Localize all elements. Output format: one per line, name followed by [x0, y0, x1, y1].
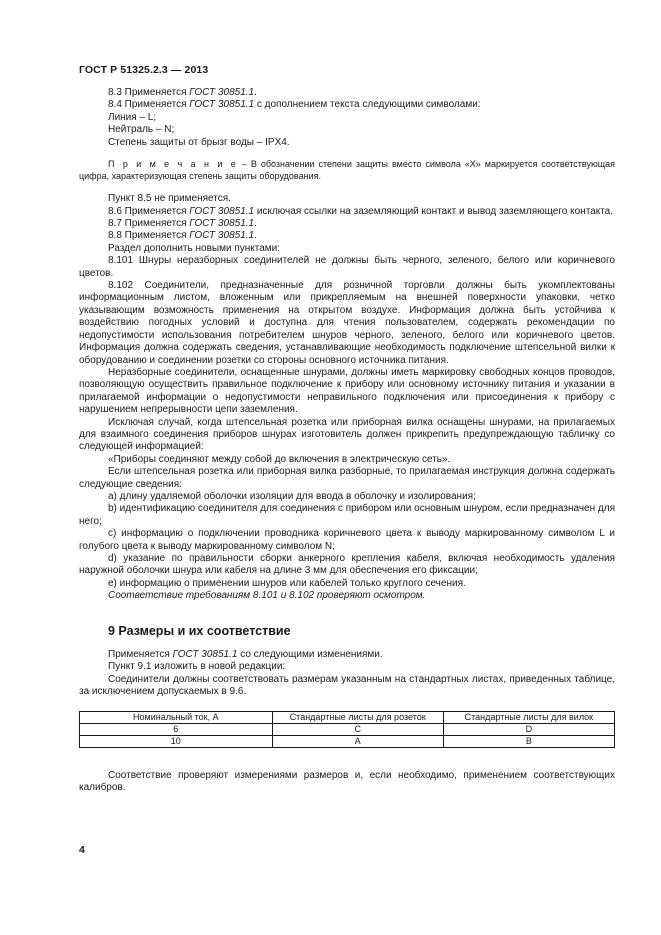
symbol-neutral: Нейтраль – N;: [108, 124, 175, 136]
paragraph-marking: Неразборные соединители, оснащенные шнурами, должны иметь маркировку свободных концов проводов, позволяющую осуществить правильное подключение к прибору или основному источнику питания и указании в прилагаемой информации о недопустимости неправильного подключения или присоединения к прибору с нарушением непрерывности цепи заземления.: [79, 366, 615, 416]
list-item-b: b) идентификацию соединителя для соединения с прибором или основным шнуром, если предназначен для него;: [79, 503, 615, 527]
note: [79, 159, 615, 182]
symbol-ipx4: Степень защиты от брызг воды – IPX4.: [108, 136, 290, 148]
clause-text: 8.7 Применяется: [108, 218, 190, 230]
clause-9-1-text: Соединители должны соответствовать размерам указанным на стандартных листах, приведенных таблице, за исключением допускаемых в 9.6.: [79, 673, 615, 698]
section-9-intro: [79, 649, 615, 661]
table-row: [80, 723, 615, 735]
table-header-cell: Стандартные листы для розеток: [272, 711, 443, 723]
section-addition-intro: Раздел дополнить новыми пунктами:: [108, 242, 281, 254]
standard-reference: ГОСТ 30851.1: [189, 99, 255, 111]
standard-sheets-table: [79, 711, 615, 748]
paragraph-warning-label: Исключая случай, когда штепсельная розетка или приборная вилка оснащены шнурами, на прилагаемых для взаимного соединения приборов шнурах изготовитель должен прикрепить предупреждающую табличку со следующей информацией:: [79, 416, 615, 453]
standard-reference: ГОСТ 30851.1: [189, 218, 255, 230]
clause-text: 8.6 Применяется: [108, 205, 190, 217]
table-cell: A: [272, 735, 443, 747]
document-header: ГОСТ Р 51325.2.3 — 2013: [79, 64, 209, 76]
clause-text: .: [254, 230, 257, 242]
section-9-compliance: Соответствие проверяют измерениями размеров и, если необходимо, применением соответствующих калибров.: [79, 769, 615, 794]
list-item-a: а) длину удаляемой оболочки изоляции для ввода в оболочку и изолирования;: [108, 490, 476, 502]
list-item-d: d) указание по правильности сборки анкерного крепления кабеля, включая необходимость удаления наружной оболочки шнура или кабеля на длине 3 мм для обеспечения его фиксации;: [79, 553, 615, 577]
table-header-cell: Стандартные листы для вилок: [443, 711, 614, 723]
clause-8-101: 8.101 Шнуры неразборных соединителей не должны быть черного, зеленого, белого или коричневого цветов.: [79, 255, 615, 279]
table-cell: D: [443, 723, 614, 735]
note-label: П р и м е ч а н и е: [108, 159, 238, 170]
clause-8-102: 8.102 Соединители, предназначенные для розничной торговли должны быть укомплектованы информационным листом, вложенным или прикрепляемым на внешней поверхности упаковки, четко указывающим возможность применения на открытом воздухе. Информация должна быть устойчива к воздействию погодных условий и доступна для чтения пользователем, содержать рекомендации по недопустимости использования потребителем шнуров черного, зеленого, белого или коричневого цветов. Информация должна содержать сведения, устанавливающие необходимость подключение штепсельной вилки к оборудованию и соединении розетки со стороны основного источника питания.: [79, 280, 615, 366]
standard-reference: ГОСТ 30851.1: [189, 205, 255, 217]
table-header-cell: Номинальный ток, А: [80, 711, 273, 723]
clause-8-3: [79, 87, 615, 99]
clause-text: исключая ссылки на заземляющий контакт и вывод заземляющего контакта.: [254, 205, 614, 217]
paragraph-instructions: Если штепсельная розетка или приборная вилка разборные, то прилагаемая инструкция должна содержать следующие сведения:: [79, 466, 615, 490]
clause-8-6: [79, 206, 615, 218]
compliance-statement: Соответствие требованиям 8.101 и 8.102 проверяют осмотром.: [108, 590, 426, 602]
clause-8-4: [79, 99, 615, 111]
table-cell: 6: [80, 723, 273, 735]
table-header-row: [80, 711, 615, 723]
clause-text: .: [254, 218, 257, 230]
warning-quote: «Приборы соединяют между собой до включения в электрическую сеть».: [108, 453, 451, 465]
clause-text: со следующими изменениями.: [237, 649, 383, 661]
table-row: [80, 735, 615, 747]
document-body: [79, 87, 615, 794]
standard-reference: ГОСТ 30851.1: [189, 230, 255, 242]
clause-8-7: [79, 218, 615, 230]
clause-text: с дополнением текста следующими символами:: [254, 99, 481, 111]
table-cell: B: [443, 735, 614, 747]
clause-text: Применяется: [108, 649, 173, 661]
clause-8-5: Пункт 8.5 не применяется.: [108, 193, 231, 205]
clause-text: 8.3 Применяется: [108, 87, 190, 98]
page-number: 4: [79, 844, 85, 856]
section-9-heading: 9 Размеры и их соответствие: [108, 623, 291, 638]
standard-reference: ГОСТ 30851.1: [172, 649, 238, 661]
clause-text: 8.4 Применяется: [108, 99, 190, 111]
list-item-c: с) информацию о подключении проводника коричневого цвета к выводу маркированному символом L и голубого цвета к выводу маркированному символом N;: [79, 528, 615, 552]
clause-9-1-note: Пункт 9.1 изложить в новой редакции:: [108, 661, 286, 673]
clause-8-8: [79, 230, 615, 242]
clause-text: .: [254, 87, 257, 98]
clause-text: 8.8 Применяется: [108, 230, 190, 242]
standard-reference: ГОСТ 30851.1: [189, 87, 255, 98]
table-cell: C: [272, 723, 443, 735]
table-cell: 10: [80, 735, 273, 747]
note-text: – В обозначении степени защиты вместо символа «Х» маркируется соответствующая цифра, характеризующая степень защиты оборудования.: [79, 159, 615, 181]
symbol-line: Линия – L;: [108, 111, 157, 123]
list-item-e: е) информацию о применении шнуров или кабелей только круглого сечения.: [108, 577, 466, 589]
